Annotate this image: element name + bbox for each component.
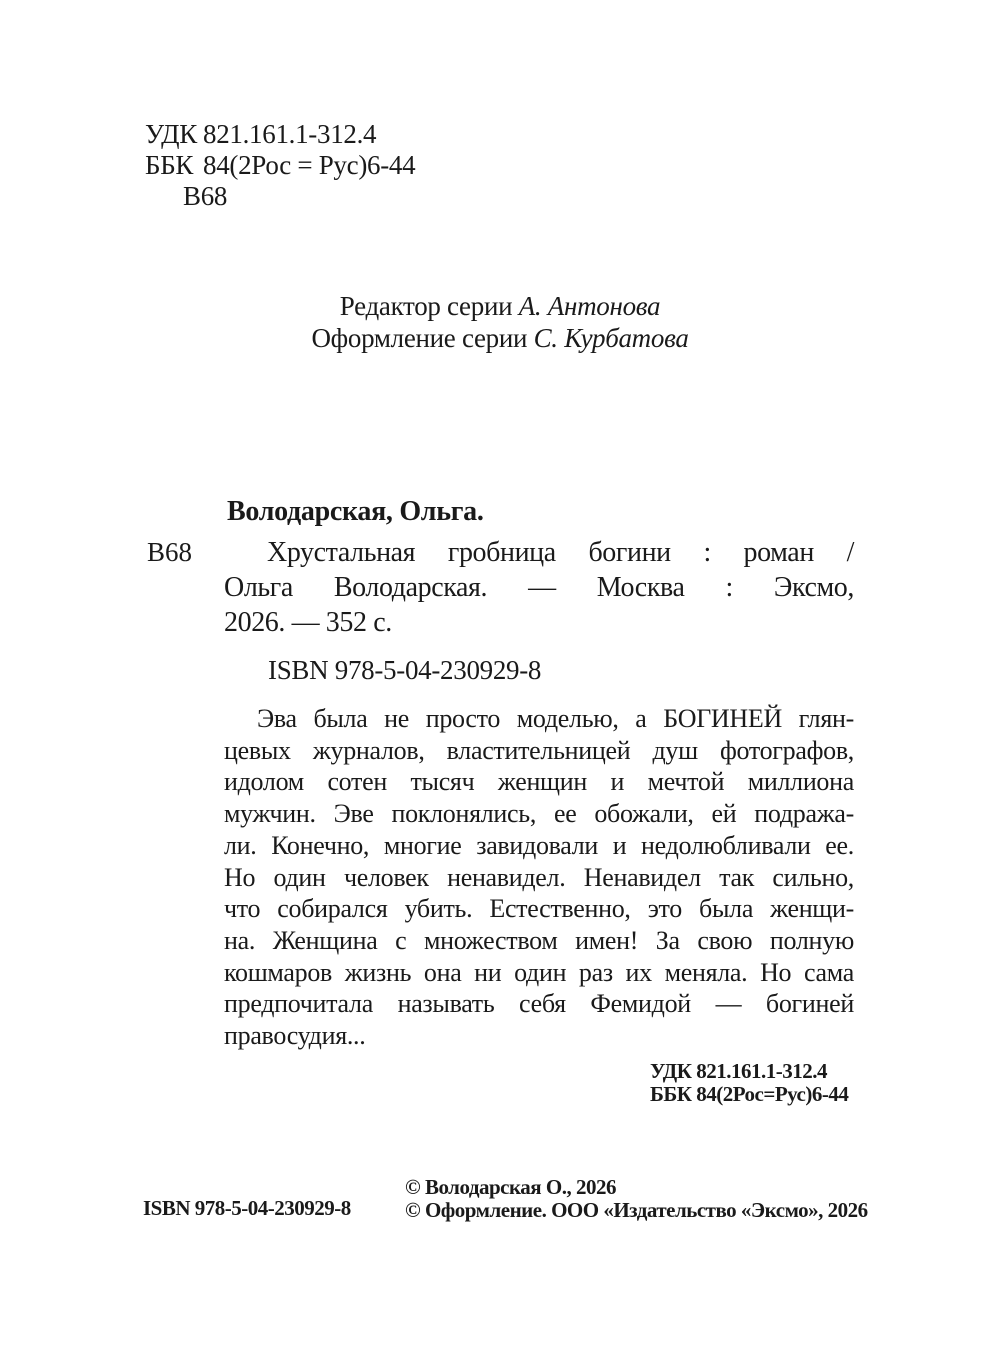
text-line: на. Женщина с множеством имен! За свою полную [224, 925, 854, 955]
isbn-bottom: ISBN 978-5-04-230929-8 [143, 1196, 351, 1220]
text-line: © Оформление. ООО «Издательство «Эксмо», 2026 [405, 1198, 868, 1222]
text-line: Хрустальная гробница богини : роман / [267, 537, 854, 568]
text-line: предпочитала называть себя Фемидой — богиней [224, 989, 854, 1019]
udk-label: УДК [145, 119, 197, 149]
author-sign-top: В68 [183, 181, 228, 211]
text-line: мужчин. Эве поклонялись, ее обожали, ей подража- [224, 799, 854, 829]
text-line: © Володарская О., 2026 [405, 1175, 616, 1199]
series-designer-role: Оформление серии [311, 322, 528, 353]
bottom-classification-codes [650, 1060, 848, 1105]
series-editor-name: А. Антонова [518, 291, 661, 321]
author-heading: Володарская, Ольга. [227, 496, 484, 527]
text-line: Ольга Володарская. — Москва : Эксмо, [224, 572, 854, 603]
series-editor-role: Редактор серии [339, 291, 513, 321]
text-line: что собирался убить. Естественно, это была женщи- [224, 894, 854, 924]
series-credits [0, 291, 1000, 354]
udk-value: 821.161.1-312.4 [203, 119, 377, 149]
text-line: ББК 84(2Рос=Рус)6-44 [650, 1081, 849, 1106]
text-line: УДК 821.161.1-312.4 [650, 1059, 827, 1083]
text-line: ли. Конечно, многие завидовали и недолюбливали ее. [224, 830, 854, 860]
text-line: кошмаров жизнь она ни один раз их меняла. Но сама [224, 957, 854, 987]
udk-line [145, 119, 415, 150]
text-line: правосудия... [224, 1021, 366, 1051]
bibliographic-description [224, 535, 854, 640]
text-line: 2026. — 352 с. [224, 607, 392, 638]
text-line: идолом сотен тысяч женщин и мечтой миллиона [224, 767, 854, 797]
isbn-catalog: ISBN 978-5-04-230929-8 [268, 655, 542, 685]
bbk-label: ББК [145, 150, 194, 180]
author-sign-catalog: В68 [147, 537, 193, 567]
top-classification-codes [145, 119, 415, 212]
text-line: Эва была не просто моделью, а БОГИНЕЙ глян- [257, 704, 854, 733]
text-line: цевых журналов, властительницей душ фотографов, [224, 735, 854, 765]
series-designer-line [0, 323, 1000, 355]
bbk-value: 84(2Рос = Рус)6-44 [203, 150, 416, 180]
annotation [224, 703, 854, 1052]
bbk-line [145, 150, 415, 181]
text-line: Но один человек ненавидел. Ненавидел так сильно, [224, 862, 854, 892]
series-designer-name: С. Курбатова [533, 322, 689, 353]
copyright-notices [405, 1176, 868, 1222]
series-editor-line [0, 291, 1000, 323]
